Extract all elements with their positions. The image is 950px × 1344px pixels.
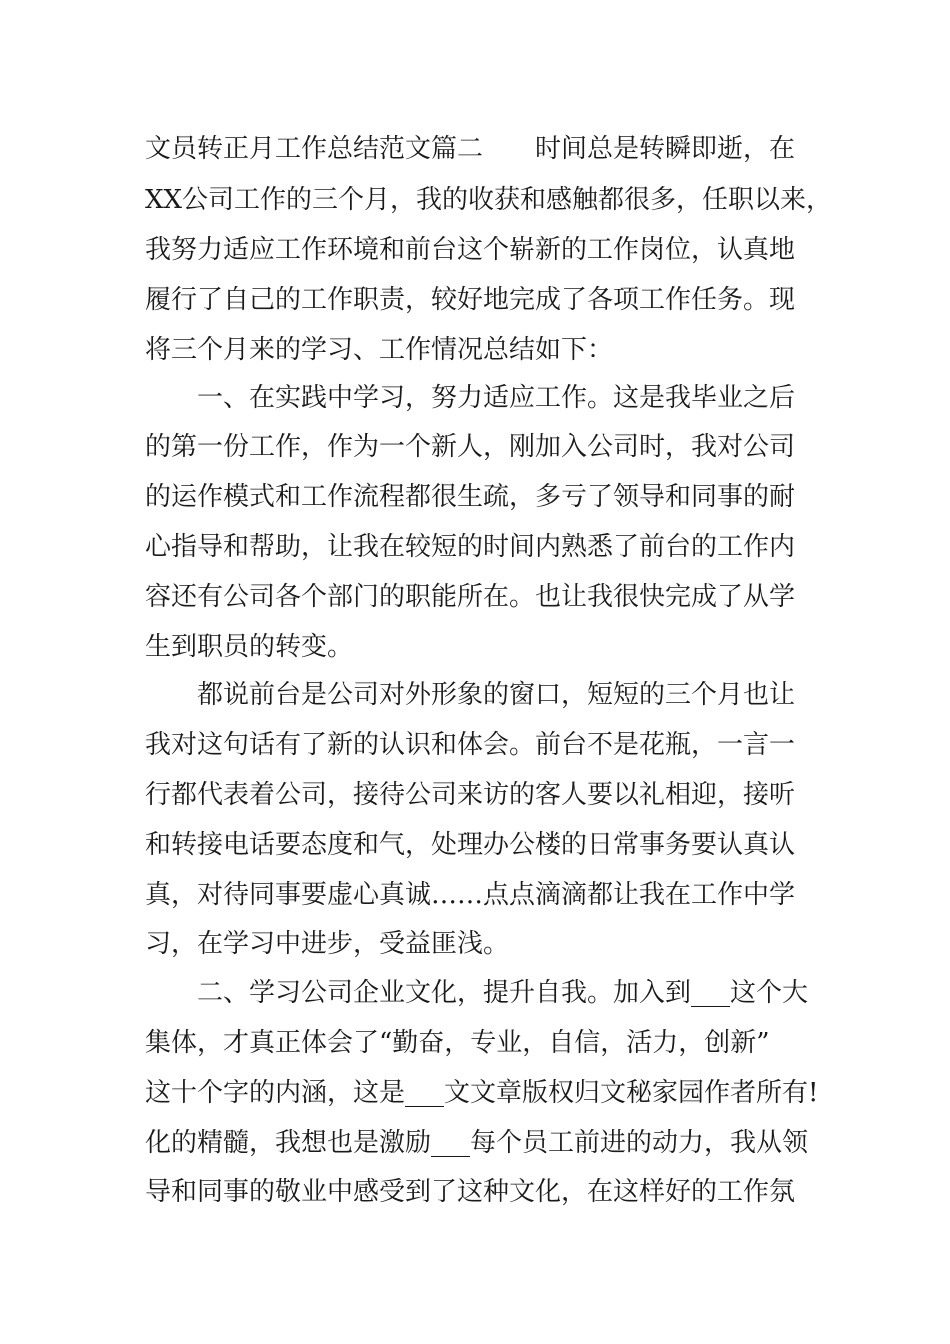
text-line: 导和同事的敬业中感受到了这种文化，在这样好的工作氛 [145, 1177, 796, 1207]
text-line: 的运作模式和工作流程都很生疏，多亏了领导和同事的耐 [145, 482, 796, 512]
text-line: 的第一份工作，作为一个新人，刚加入公司时，我对公司 [145, 432, 796, 462]
text-line: 都说前台是公司对外形象的窗口，短短的三个月也让 [197, 680, 796, 710]
text-line: 文员转正月工作总结范文篇二 时间总是转瞬即逝，在 [145, 134, 796, 164]
text-line: 真，对待同事要虚心真诚……点点滴滴都让我在工作中学 [145, 880, 796, 910]
text-line: 一、在实践中学习，努力适应工作。这是我毕业之后 [197, 383, 796, 413]
text-line: 集体，才真正体会了“勤奋，专业，自信，活力，创新” [145, 1028, 770, 1058]
text-line: 这十个字的内涵，这是___文文章版权归文秘家园作者所有! [145, 1078, 819, 1108]
text-line: 和转接电话要态度和气，处理办公楼的日常事务要认真认 [145, 830, 796, 860]
text-line: 心指导和帮助，让我在较短的时间内熟悉了前台的工作内 [145, 532, 796, 562]
text-line: 容还有公司各个部门的职能所在。也让我很快完成了从学 [145, 582, 796, 612]
text-line: XX公司工作的三个月，我的收获和感触都很多，任职以来， [145, 185, 833, 215]
text-line: 二、学习公司企业文化，提升自我。加入到___这个大 [197, 978, 809, 1008]
text-line: 行都代表着公司，接待公司来访的客人要以礼相迎，接听 [145, 780, 796, 810]
text-line: 习，在学习中进步，受益匪浅。 [145, 929, 510, 959]
text-line: 我努力适应工作环境和前台这个崭新的工作岗位，认真地 [145, 235, 796, 265]
text-line: 履行了自己的工作职责，较好地完成了各项工作任务。现 [145, 285, 796, 315]
text-line: 我对这句话有了新的认识和体会。前台不是花瓶，一言一 [145, 730, 796, 760]
text-line: 化的精髓，我想也是激励___每个员工前进的动力，我从领 [145, 1128, 809, 1158]
text-line: 将三个月来的学习、工作情况总结如下： [145, 335, 614, 365]
text-line: 生到职员的转变。 [145, 632, 354, 662]
